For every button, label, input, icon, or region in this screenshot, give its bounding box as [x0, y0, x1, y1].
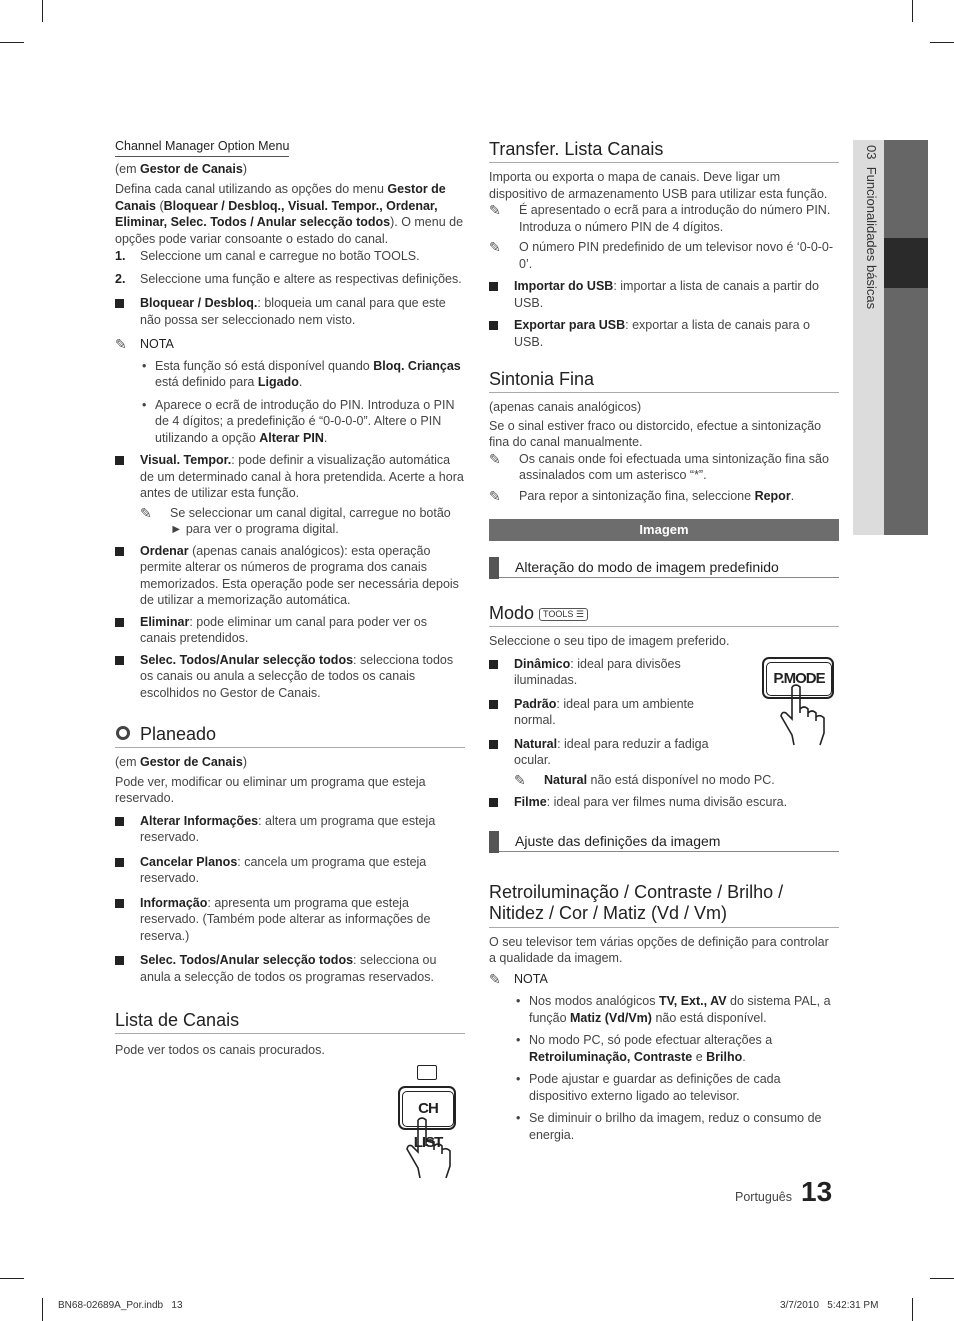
crop-mark: [912, 0, 913, 22]
filme-item: Filme: ideal para ver filmes numa divisão escura.: [489, 794, 839, 811]
sintonia-note-1: ✎ Os canais onde foi efectuada uma sintonização fina são assinalados com um asterisco “*”.: [489, 450, 829, 482]
sintonia-fina-heading: Sintonia Fina: [489, 368, 839, 393]
selec-todos-plan-item: Selec. Todos/Anular selecção todos: selecciona ou anula a selecção de todos os programas reservados.: [115, 952, 465, 985]
ajuste-definicoes-heading: Ajuste das definições da imagem: [489, 831, 839, 852]
pmode-button-label: P.MODE: [766, 662, 832, 696]
sintonia-text: Se o sinal estiver fraco ou distorcido, efectue a sintonização fina do canal manualmente.: [489, 418, 822, 449]
clock-icon-face: [119, 729, 127, 737]
transfer-lista-heading: Transfer. Lista Canais: [489, 138, 839, 163]
crop-mark: [930, 42, 954, 43]
nota-bullet-2: • Aparece o ecrã de introdução do PIN. Introduza o PIN de 4 dígitos; a predefinição é “0-0-0-0”. Altere o PIN utilizando a opção Alterar PIN.: [142, 397, 455, 445]
note-pencil-icon: ✎: [140, 504, 152, 521]
nota-bullet-1: • Esta função só está disponível quando Bloq. Crianças está definido para Ligado.: [142, 358, 461, 389]
chapter-number: 03: [864, 145, 879, 160]
ordenar-item: Ordenar (apenas canais analógicos): esta operação permite alterar os números de programa dos canais memorizados. Esta operação pode ser necessária depois de utilizar a memorização automática.: [115, 543, 465, 609]
retroiluminacao-heading: Retroiluminação / Contraste / Brilho / Nitidez / Cor / Matiz (Vd / Vm): [489, 882, 839, 928]
crop-mark: [42, 0, 43, 22]
footer-language: Português: [735, 1190, 792, 1204]
crop-mark: [912, 1298, 913, 1321]
transfer-note-2: ✎ O número PIN predefinido de um televisor novo é ‘0-0-0-0’.: [489, 239, 834, 271]
informacao-item: Informação: apresenta um programa que esteja reservado. (Também pode alterar as informações de reserva.): [115, 895, 465, 945]
note-pencil-icon: ✎: [489, 487, 501, 504]
natural-note: ✎ Natural não está disponível no modo PC.: [514, 771, 775, 788]
lista-canais-text: Pode ver todos os canais procurados.: [115, 1043, 325, 1057]
channel-manager-option-title: Channel Manager Option Menu: [115, 138, 289, 157]
pmode-remote-illustration: [760, 655, 838, 750]
chapter-tab-marker: [884, 238, 928, 288]
retro-nota-heading: ✎ NOTA: [489, 970, 548, 987]
pointing-hand-icon: [778, 683, 836, 747]
note-pencil-icon: ✎: [489, 202, 501, 218]
chapter-tab-dark: [884, 140, 928, 535]
transfer-text: Importa ou exporta o mapa de canais. Deve ligar um dispositivo de armazenamento USB para utilizar esta função.: [489, 170, 828, 201]
chapter-label: [859, 145, 879, 365]
plan-intro: Pode ver, modificar ou eliminar um programa que esteja reservado.: [115, 774, 426, 805]
chlist-button-label: CH LIST: [402, 1091, 454, 1127]
crop-mark: [930, 1278, 954, 1279]
note-pencil-icon: ✎: [489, 450, 501, 467]
visual-tempor-item: Visual. Tempor.: pode definir a visualização automática de um determinado canal à hora pretendida. Acerte a hora antes de utilizar esta função.: [115, 452, 465, 502]
left-column: [115, 138, 465, 1059]
cm-intro: Defina cada canal utilizando as opções do menu Gestor de Canais (Bloquear / Desbloq., Visual. Tempor., Ordenar, Eliminar, Selec. Todos / Anular selecção todos). O menu de opções pode variar consoante o estado do canal.: [115, 182, 464, 246]
padrao-item: Padrão: ideal para um ambiente normal.: [489, 696, 714, 729]
list-icon: [417, 1065, 437, 1080]
right-column: [489, 138, 839, 1143]
note-pencil-icon: ✎: [489, 239, 501, 255]
note-pencil-icon: ✎: [489, 970, 501, 987]
retro-bullet-2: • No modo PC, só pode efectuar alterações a Retroiluminação, Contraste e Brilho.: [516, 1033, 773, 1064]
imagem-section-bar: Imagem: [489, 519, 839, 541]
sintonia-sub: (apenas canais analógicos): [489, 400, 642, 414]
note-pencil-icon: ✎: [115, 336, 127, 352]
step-2: 2. Seleccione uma função e altere as respectivas definições.: [115, 271, 462, 286]
chlist-remote-illustration: [396, 1062, 460, 1180]
alteracao-modo-heading: Alteração do modo de imagem predefinido: [489, 557, 839, 578]
modo-text: Seleccione o seu tipo de imagem preferido.: [489, 634, 730, 648]
natural-item: Natural: ideal para reduzir a fadiga ocular.: [489, 736, 724, 769]
sintonia-note-2: ✎ Para repor a sintonização fina, seleccione Repor.: [489, 487, 795, 504]
step-1: 1. Seleccione um canal e carregue no botão TOOLS.: [115, 249, 420, 263]
exportar-usb-item: Exportar para USB: exportar a lista de canais para o USB.: [489, 317, 839, 350]
visual-tempor-note: ✎ Se seleccionar um canal digital, carregue no botão ► para ver o programa digital.: [140, 504, 451, 536]
tools-badge: TOOLS ☰: [539, 608, 588, 621]
retro-bullet-3: • Pode ajustar e guardar as definições de cada dispositivo externo ligado ao televisor.: [516, 1072, 781, 1103]
nota-heading: ✎ NOTA: [115, 336, 174, 352]
chapter-title: Funcionalidades básicas: [864, 166, 879, 310]
planeado-heading: Planeado: [115, 723, 465, 748]
crop-mark: [42, 1298, 43, 1321]
importar-usb-item: Importar do USB: importar a lista de canais a partir do USB.: [489, 278, 839, 311]
pointing-hand-icon: [404, 1116, 460, 1180]
retro-text: O seu televisor tem várias opções de definição para controlar a qualidade da imagem.: [489, 934, 829, 965]
cancelar-planos-item: Cancelar Planos: cancela um programa que esteja reservado.: [115, 854, 465, 887]
eliminar-item: Eliminar: pode eliminar um canal para poder ver os canais pretendidos.: [115, 614, 465, 647]
print-file-info: BN68-02689A_Por.indb 13: [58, 1300, 183, 1311]
dinamico-item: Dinâmico: ideal para divisões iluminadas.: [489, 656, 714, 689]
retro-bullet-1: • Nos modos analógicos TV, Ext., AV do sistema PAL, a função Matiz (Vd/Vm) não está disponível.: [516, 994, 831, 1025]
cm-origin: (em Gestor de Canais): [115, 161, 247, 176]
retro-bullet-4: • Se diminuir o brilho da imagem, reduz o consumo de energia.: [516, 1111, 822, 1142]
transfer-note-1: ✎ É apresentado o ecrã para a introdução do número PIN. Introduza o número PIN de 4 dígitos.: [489, 202, 831, 234]
selec-todos-item: Selec. Todos/Anular selecção todos: selecciona todos os canais ou anula a selecção de todos os canais escolhidos no Gestor de Canais.: [115, 652, 465, 702]
alterar-informacoes-item: Alterar Informações: altera um programa que esteja reservado.: [115, 813, 465, 846]
bloquear-item: Bloquear / Desbloq.: bloqueia um canal para que este não possa ser seleccionado nem visto.: [115, 295, 465, 328]
print-date-info: 3/7/2010 5:42:31 PM: [780, 1300, 879, 1311]
lista-canais-heading: Lista de Canais: [115, 1009, 465, 1034]
note-pencil-icon: ✎: [514, 771, 526, 788]
crop-mark: [0, 1278, 24, 1279]
page-number: 13: [801, 1176, 833, 1207]
crop-mark: [0, 42, 24, 43]
plan-origin: (em Gestor de Canais): [115, 755, 247, 769]
modo-heading: Modo TOOLS ☰: [489, 602, 839, 627]
